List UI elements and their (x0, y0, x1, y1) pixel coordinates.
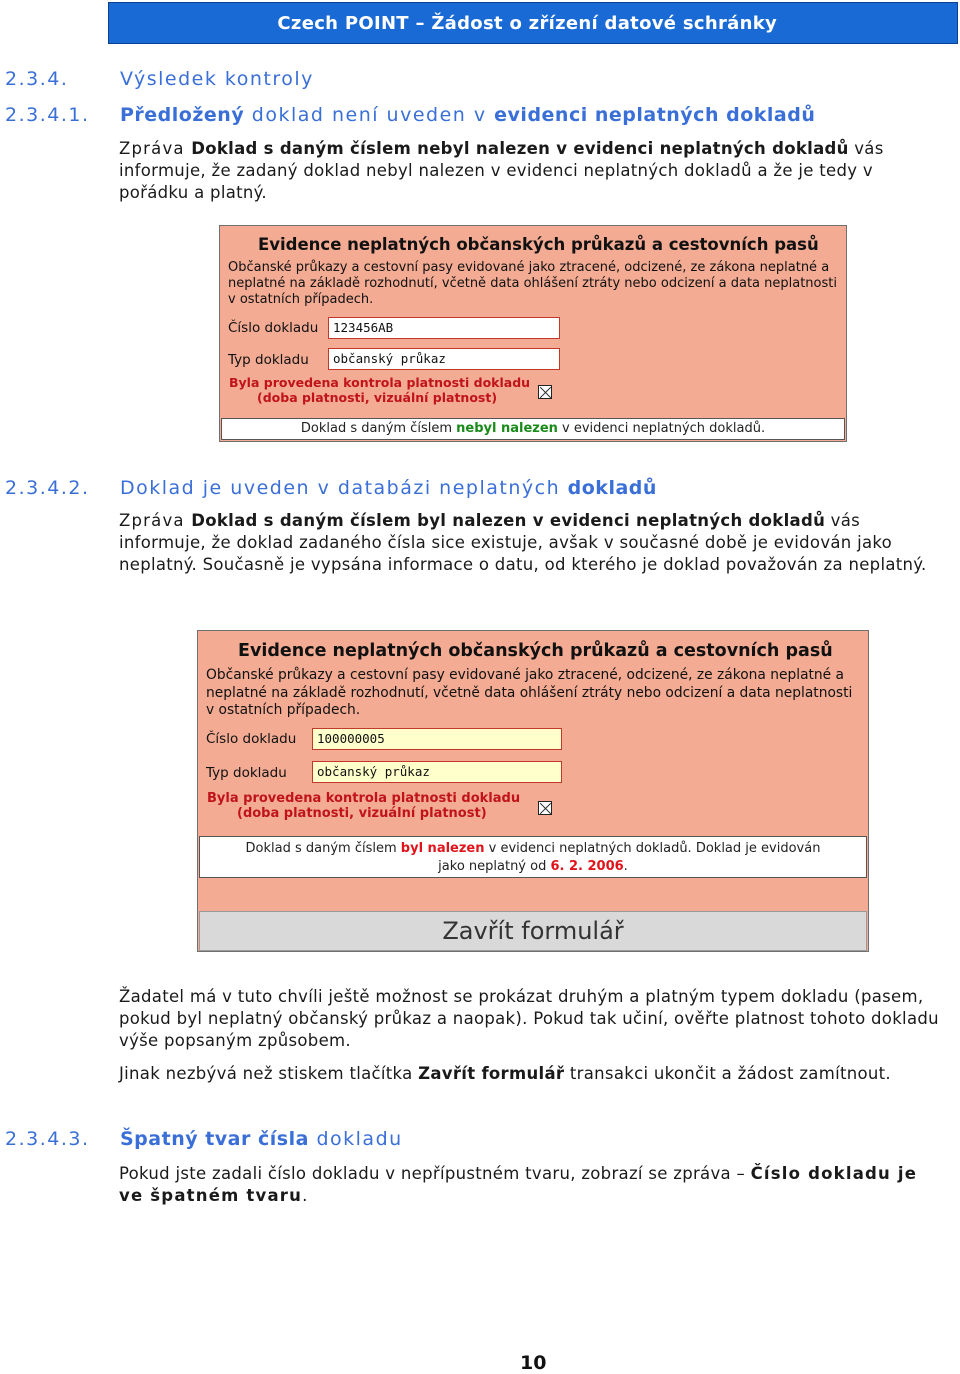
type-select[interactable]: občanský průkaz (312, 761, 562, 783)
type-label: Typ dokladu (228, 352, 309, 368)
form-title: Evidence neplatných občanských průkazů a cestovních pasů (258, 235, 819, 254)
section-heading (5, 68, 505, 96)
section-number: 2.3.4. (5, 68, 69, 90)
status-not-found: nebyl nalezen (456, 421, 558, 436)
subsection-3-title-a: Špatný tvar čísla (120, 1128, 309, 1150)
subsection-1-heading (5, 104, 905, 132)
subsection-3-paragraph: Pokud jste zadali číslo dokladu v nepřípustném tvaru, zobrazí se zpráva – Číslo dokladu je ve špatném tvaru. (119, 1164, 918, 1205)
document-header (108, 2, 958, 44)
section-title: Výsledek kontroly (120, 68, 314, 90)
validity-check-label: Byla provedena kontrola platnosti dokladu (doba platnosti, vizuální platnost) (207, 791, 521, 821)
type-label: Typ dokladu (206, 765, 287, 781)
validity-check-label: Byla provedena kontrola platnosti dokladu (doba platnosti, vizuální platnost) (229, 375, 531, 405)
screenshot-not-found-form (219, 225, 847, 442)
form-description: Občanské průkazy a cestovní pasy evidované jako ztracené, odcizené, ze zákona neplatné a neplatné na základě rozhodnutí, včetně data ohlášení ztráty nebo odcizení a data neplatnosti v ostatních případech. (228, 260, 837, 307)
form-title: Evidence neplatných občanských průkazů a cestovních pasů (238, 641, 833, 661)
number-label: Číslo dokladu (206, 731, 297, 747)
message-found: Doklad s daným číslem byl nalezen v evidenci neplatných dokladů (191, 511, 826, 530)
status-invalid-date: 6. 2. 2006 (550, 859, 624, 874)
subsection-1-title-b: doklad není uveden v (244, 104, 495, 126)
page-number: 10 (520, 1352, 547, 1374)
subsection-3-title-b: dokladu (308, 1128, 403, 1150)
close-instruction-paragraph: Jinak nezbývá než stiskem tlačítka Zavřít formulář transakci ukončit a žádost zamítnout. (119, 1064, 891, 1083)
message-not-found: Doklad s daným číslem nebyl nalezen v evidenci neplatných dokladů (191, 139, 849, 158)
header-title: Czech POINT – Žádost o zřízení datové schránky (277, 13, 777, 34)
subsection-3-number: 2.3.4.3. (5, 1128, 90, 1150)
subsection-1-title-a: Předložený (120, 104, 245, 126)
status-found: byl nalezen (400, 841, 485, 856)
subsection-2-heading (5, 477, 905, 505)
number-input[interactable]: 123456AB (328, 317, 560, 339)
status-message: Doklad s daným číslem nebyl nalezen v evidenci neplatných dokladů. (221, 418, 845, 440)
validity-checkbox[interactable] (538, 801, 552, 815)
validity-checkbox[interactable] (538, 385, 552, 399)
number-input[interactable]: 100000005 (312, 728, 562, 750)
close-form-button[interactable]: Zavřít formulář (199, 911, 867, 951)
applicant-note-paragraph: Žadatel má v tuto chvíli ještě možnost se prokázat druhým a platným typem dokladu (pasem, pokud byl neplatný občanský průkaz a naopak). Pokud tak učiní, ověřte platnost tohoto dokladu výše popsaným způsobem. (119, 987, 939, 1050)
subsection-1-paragraph: Zpráva Doklad s daným číslem nebyl nalezen v evidenci neplatných dokladů vás informuje, že zadaný doklad nebyl nalezen v evidenci neplatných dokladů a že je tedy v pořádku a platný. (119, 139, 884, 202)
form-description: Občanské průkazy a cestovní pasy evidované jako ztracené, odcizené, ze zákona neplatné a neplatné na základě rozhodnutí, včetně data ohlášení ztráty nebo odcizení a data neplatnosti v ostatních případech. (206, 667, 853, 718)
type-select[interactable]: občanský průkaz (328, 348, 560, 370)
number-label: Číslo dokladu (228, 320, 319, 336)
message-bad-format: Číslo dokladu je ve špatném tvaru (119, 1164, 918, 1205)
screenshot-found-form (197, 630, 869, 952)
close-form-label: Zavřít formulář (418, 1064, 565, 1083)
subsection-1-title-c: evidenci neplatných dokladů (494, 104, 816, 126)
subsection-3-heading (5, 1128, 905, 1156)
status-message: Doklad s daným číslem byl nalezen v evidenci neplatných dokladů. Doklad je evidován jako neplatný od 6. 2. 2006. (199, 836, 867, 878)
subsection-1-number: 2.3.4.1. (5, 104, 90, 126)
subsection-2-number: 2.3.4.2. (5, 477, 90, 499)
subsection-2-paragraph: Zpráva Doklad s daným číslem byl nalezen v evidenci neplatných dokladů vás informuje, že doklad zadaného čísla sice existuje, avšak v současné době je evidován jako neplatný. Současně je vypsána informace o datu, od kterého je doklad považován za neplatný. (119, 511, 927, 574)
subsection-2-title-a: Doklad je uveden v databázi neplatných (120, 477, 568, 499)
subsection-2-title-b: dokladů (567, 477, 657, 499)
